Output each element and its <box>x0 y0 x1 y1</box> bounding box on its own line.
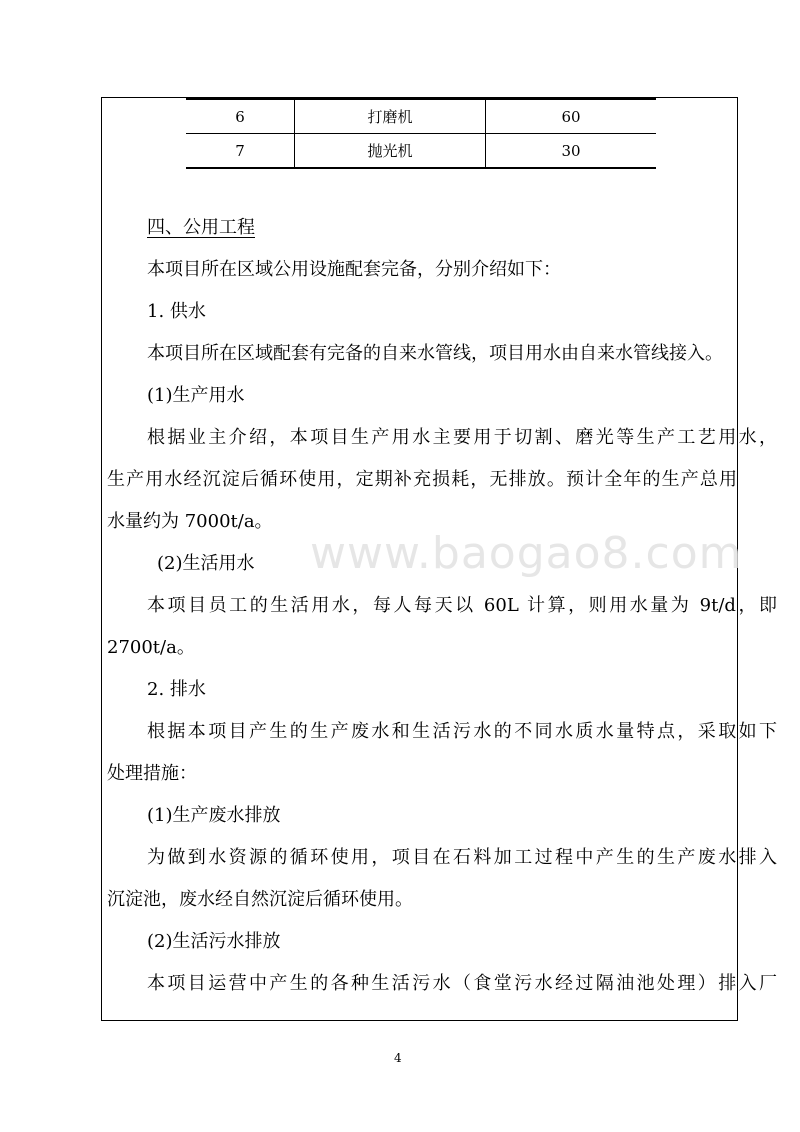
section-title-text: 四、公用工程 <box>147 217 255 238</box>
supply-heading: 1. 供水 <box>147 301 206 322</box>
page-number: 4 <box>394 1051 402 1065</box>
section-title <box>107 216 777 240</box>
prod-water-line-1: 根据业主介绍，本项目生产用水主要用于切割、磨光等生产工艺用水， <box>147 427 777 448</box>
prod-water-line-2: 生产用水经沉淀后循环使用，定期补充损耗，无排放。预计全年的生产总用 <box>107 469 737 490</box>
prod-drain-line-1: 为做到水资源的循环使用，项目在石料加工过程中产生的生产废水排入 <box>147 847 777 868</box>
prod-water-line-3: 水量约为 7000t/a。 <box>107 511 273 532</box>
table-row <box>186 99 656 134</box>
life-drain-heading: (2)生活污水排放 <box>147 931 281 952</box>
table-cell-no: 7 <box>186 134 295 169</box>
life-water-line-1: 本项目员工的生活用水，每人每天以 60L 计算，则用水量为 9t/d，即 <box>147 595 777 616</box>
prod-drain-heading: (1)生产废水排放 <box>147 805 281 826</box>
table-cell-name: 打磨机 <box>295 99 486 134</box>
life-water-line-2: 2700t/a。 <box>107 637 195 658</box>
prod-drain-line-2: 沉淀池，废水经自然沉淀后循环使用。 <box>107 889 413 910</box>
prod-water-heading: (1)生产用水 <box>147 385 245 406</box>
equipment-table <box>186 98 656 169</box>
life-drain-line-1: 本项目运营中产生的各种生活污水（食堂污水经过隔油池处理）排入厂 <box>147 973 777 994</box>
table-cell-qty: 30 <box>486 134 657 169</box>
table-cell-name: 抛光机 <box>295 134 486 169</box>
supply-text: 本项目所在区域配套有完备的自来水管线，项目用水由自来水管线接入。 <box>147 343 723 364</box>
life-water-heading: (2)生活用水 <box>157 553 255 574</box>
drain-line-2: 处理措施： <box>107 763 197 784</box>
table-cell-qty: 60 <box>486 99 657 134</box>
watermark: www.baogao8.com <box>310 528 743 579</box>
table-cell-no: 6 <box>186 99 295 134</box>
table-row <box>186 134 656 169</box>
intro-line: 本项目所在区域公用设施配套完备，分别介绍如下： <box>147 259 561 280</box>
drain-heading: 2. 排水 <box>147 679 206 700</box>
drain-line-1: 根据本项目产生的生产废水和生活污水的不同水质水量特点，采取如下 <box>147 721 777 742</box>
